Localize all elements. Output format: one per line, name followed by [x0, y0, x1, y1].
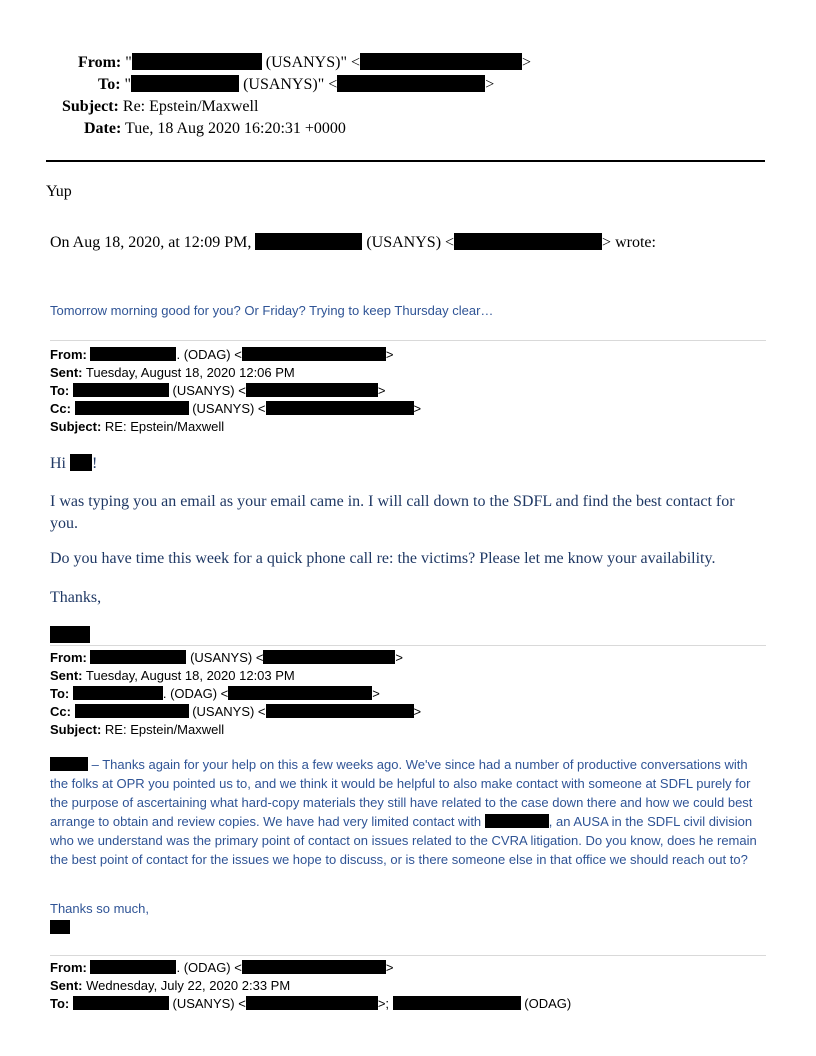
- subject-value: Re: Epstein/Maxwell: [122, 98, 259, 115]
- subject-row: [62, 96, 258, 118]
- to-close: >: [485, 76, 495, 93]
- body-part2: , an AUSA in the SDFL civil division who we understand was the primary point of contact on issues related to the CVRA litigation. Do you know, does he remain the best point of contact for the issues we hope to discuss, or is there someone else in that office we should reach out to?: [50, 814, 757, 867]
- redaction: [263, 650, 395, 664]
- date-row: [84, 118, 346, 140]
- quote-intro-suffix: > wrote:: [602, 234, 656, 251]
- redaction: [266, 401, 414, 415]
- close-bracket: >: [377, 383, 386, 398]
- close-bracket: >: [395, 650, 404, 665]
- cc-org: (USANYS) <: [192, 704, 266, 719]
- redaction: [50, 757, 88, 771]
- redaction: [73, 996, 169, 1010]
- redaction: [485, 814, 549, 828]
- quote-intro-prefix: On Aug 18, 2020, at 12:09 PM,: [50, 234, 252, 251]
- header-divider: [46, 160, 765, 162]
- to-org: (USANYS) <: [172, 996, 246, 1011]
- from-quote: ": [125, 54, 132, 71]
- to-org2: (ODAG): [524, 996, 572, 1011]
- from-org: (USANYS)" <: [265, 54, 361, 71]
- to-org: (USANYS)" <: [243, 76, 338, 93]
- message2-thanks: Thanks,: [50, 589, 102, 606]
- message2-meta: [50, 346, 421, 436]
- message2-greeting: [50, 453, 97, 475]
- sent-label: Sent:: [50, 978, 83, 993]
- sent-value: Tuesday, August 18, 2020 12:03 PM: [85, 668, 295, 683]
- close-bracket: >: [385, 347, 394, 362]
- cc-label: Cc:: [50, 704, 71, 719]
- date-value: Tue, 18 Aug 2020 16:20:31 +0000: [125, 120, 346, 137]
- redaction: [70, 454, 92, 471]
- message3-from: [50, 649, 421, 667]
- from-label: From:: [50, 347, 87, 362]
- message3-sent: [50, 667, 421, 685]
- redaction: [90, 960, 176, 974]
- redaction: [360, 53, 522, 70]
- sent-label: Sent:: [50, 668, 83, 683]
- message3-to: [50, 685, 421, 703]
- quote-intro-org: (USANYS) <: [366, 234, 455, 251]
- message2-to: [50, 382, 421, 400]
- sent-value: Wednesday, July 22, 2020 2:33 PM: [86, 978, 291, 993]
- from-label: From:: [50, 960, 87, 975]
- greeting-text: Hi: [50, 455, 66, 472]
- to-org: . (ODAG) <: [162, 686, 229, 701]
- subject-label: Subject:: [50, 722, 102, 737]
- from-org: . (ODAG) <: [176, 347, 242, 362]
- redaction: [75, 704, 189, 718]
- redaction: [90, 650, 186, 664]
- redaction: [73, 383, 169, 397]
- subject-value: RE: Epstein/Maxwell: [104, 419, 225, 434]
- message-divider: [50, 340, 766, 341]
- redaction: [75, 401, 189, 415]
- redaction: [242, 347, 386, 361]
- message3-meta: [50, 649, 421, 739]
- to-sep: >;: [377, 996, 390, 1011]
- cc-org: (USANYS) <: [192, 401, 266, 416]
- to-label: To:: [50, 686, 70, 701]
- message4-sent: [50, 977, 571, 995]
- from-org: . (ODAG) <: [176, 960, 242, 975]
- close-bracket: >: [413, 401, 422, 416]
- subject-label: Subject:: [50, 419, 102, 434]
- message-divider: [50, 955, 766, 956]
- cc-label: Cc:: [50, 401, 71, 416]
- to-org: (USANYS) <: [172, 383, 246, 398]
- message2-sent: [50, 364, 421, 382]
- message1-body: Tomorrow morning good for you? Or Friday? Trying to keep Thursday clear…: [50, 303, 494, 318]
- message2-cc: [50, 400, 421, 418]
- from-row: [78, 52, 531, 74]
- sent-label: Sent:: [50, 365, 83, 380]
- body-part1: – Thanks again for your help on this a few weeks ago. We've since had a number of productive conversations with the folks at OPR you pointed us to, and we think it would be helpful to also make contact with someone at SDFL purely for the purpose of ascertaining what hard-copy materials they still have related to the case down there and how we could best arrange to obtain and review copies. We have had very limited contact with: [50, 757, 753, 829]
- redaction: [228, 686, 372, 700]
- redaction: [246, 996, 378, 1010]
- message2-para2: Do you have time this week for a quick phone call re: the victims? Please let me know your availability.: [50, 550, 716, 567]
- message3-thanks: Thanks so much,: [50, 901, 149, 916]
- message3-body: [50, 755, 762, 869]
- redaction: [73, 686, 163, 700]
- redaction: [246, 383, 378, 397]
- signature-redaction: [50, 626, 90, 643]
- greeting-punct: !: [92, 455, 98, 472]
- quote-intro: [50, 233, 656, 252]
- date-label: Date:: [84, 120, 122, 137]
- message2-subject: [50, 418, 421, 436]
- redaction: [454, 233, 602, 250]
- to-label: To:: [50, 996, 70, 1011]
- close-bracket: >: [413, 704, 422, 719]
- redaction: [131, 75, 239, 92]
- from-org: (USANYS) <: [190, 650, 264, 665]
- message4-meta: [50, 959, 571, 1013]
- message4-to: [50, 995, 571, 1013]
- redaction: [266, 704, 414, 718]
- redaction: [255, 233, 362, 250]
- subject-label: Subject:: [62, 98, 119, 115]
- redaction: [393, 996, 521, 1010]
- reply-text: Yup: [46, 183, 72, 200]
- to-label: To:: [50, 383, 70, 398]
- to-row: [98, 74, 494, 96]
- message3-subject: [50, 721, 421, 739]
- message-divider: [50, 645, 766, 646]
- redaction: [132, 53, 262, 70]
- message4-from: [50, 959, 571, 977]
- message2-para1: I was typing you an email as your email came in. I will call down to the SDFL and find the best contact for you.: [50, 493, 735, 532]
- from-label: From:: [50, 650, 87, 665]
- close-bracket: >: [385, 960, 394, 975]
- to-quote: ": [124, 76, 132, 93]
- signature-redaction: [50, 920, 70, 934]
- redaction: [242, 960, 386, 974]
- close-bracket: >: [372, 686, 380, 701]
- sent-value: Tuesday, August 18, 2020 12:06 PM: [85, 365, 295, 380]
- from-label: From:: [78, 54, 122, 71]
- to-label: To:: [98, 76, 121, 93]
- message3-cc: [50, 703, 421, 721]
- redaction: [90, 347, 176, 361]
- redaction: [337, 75, 485, 92]
- subject-value: RE: Epstein/Maxwell: [104, 722, 225, 737]
- from-close: >: [522, 54, 532, 71]
- message2-from: [50, 346, 421, 364]
